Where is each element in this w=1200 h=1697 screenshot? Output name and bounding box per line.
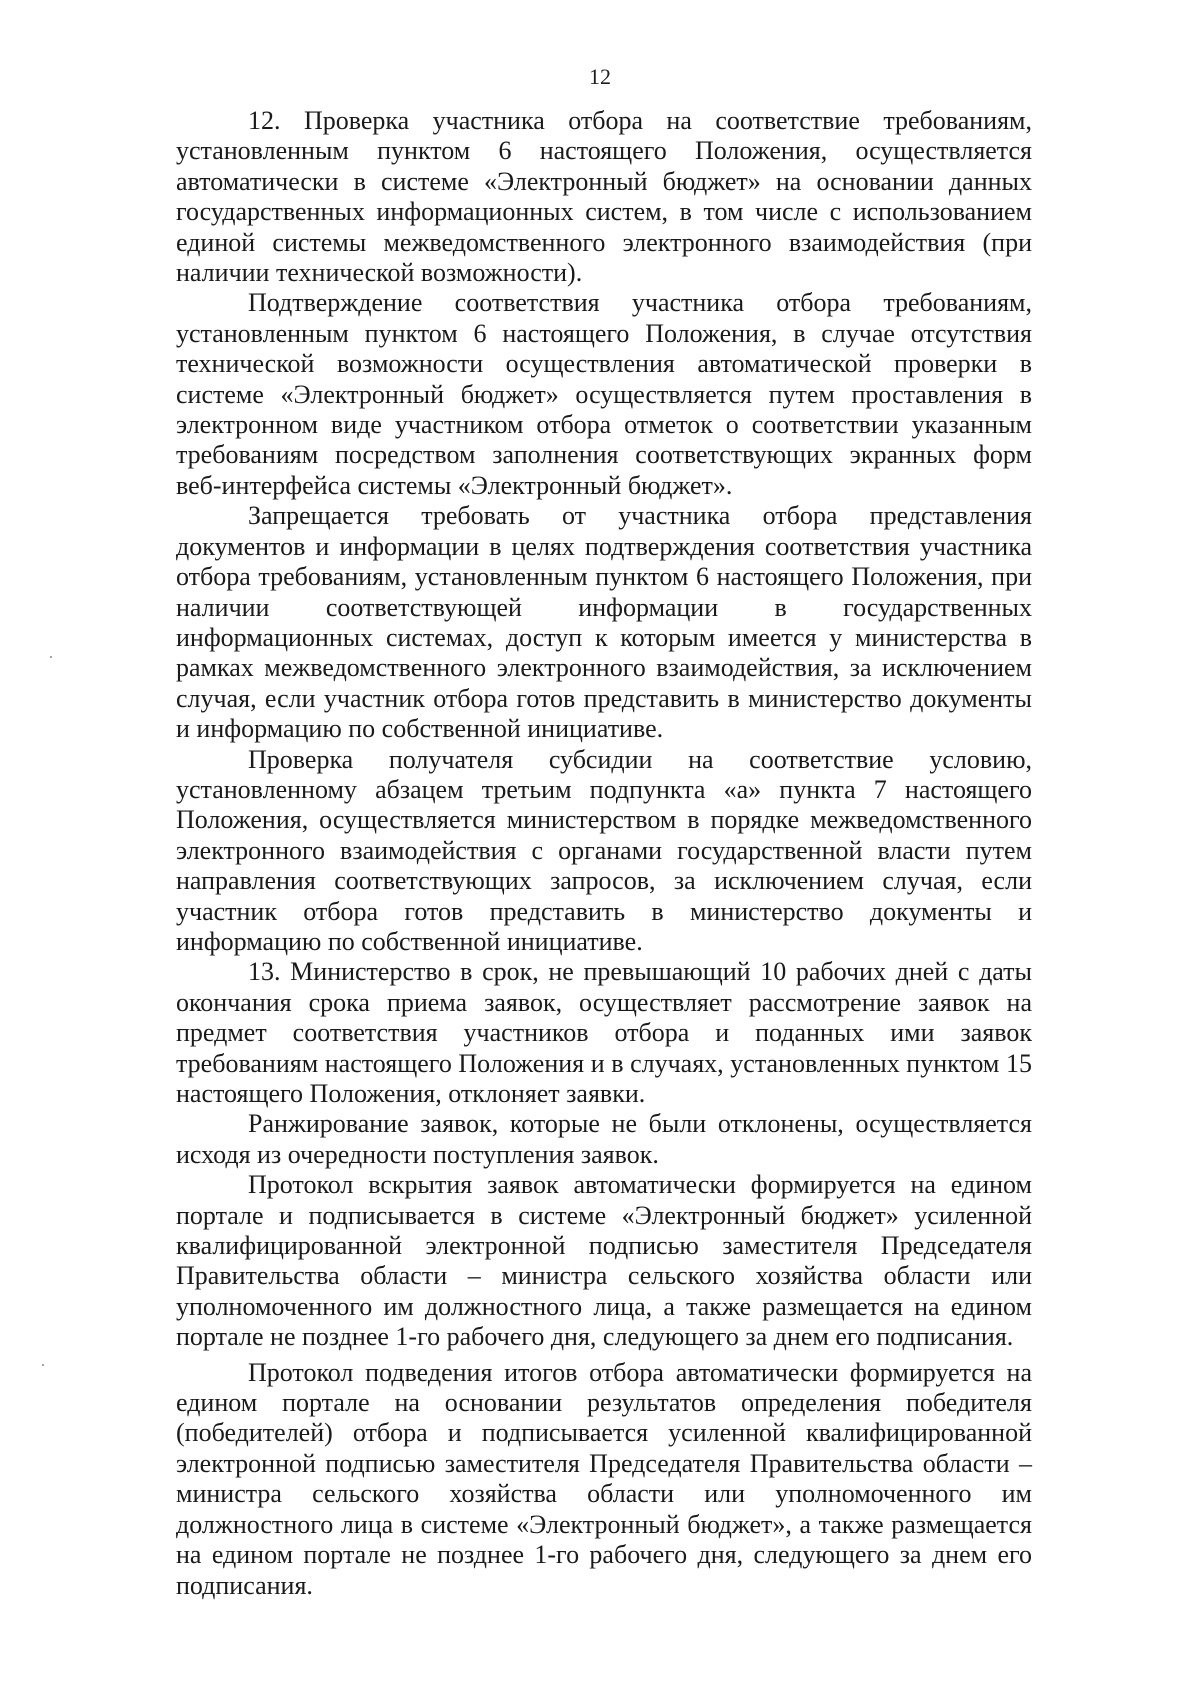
document-body: [176, 106, 1032, 1601]
paragraph-item-12: 12. Проверка участника отбора на соответствие требованиям, установленным пунктом 6 настоящего Положения, осуществляется автоматически в системе «Электронный бюджет» на основании данных государственных информационных систем, в том числе с использованием единой системы межведомственного электронного взаимодействия (при наличии технической возможности).: [176, 106, 1032, 288]
paragraph-prohibition: Запрещается требовать от участника отбора представления документов и информации в целях подтверждения соответствия участника отбора требованиям, установленным пунктом 6 настоящего Положения, при наличии соответствующей информации в государственных информационных системах, доступ к которым имеется у министерства в рамках межведомственного электронного взаимодействия, за исключением случая, если участник отбора готов представить в министерство документы и информацию по собственной инициативе.: [176, 501, 1032, 744]
paragraph-ranking: Ранжирование заявок, которые не были отклонены, осуществляется исходя из очередности поступления заявок.: [176, 1109, 1032, 1169]
scan-speck: [42, 1364, 44, 1366]
paragraph-recipient-check: Проверка получателя субсидии на соответствие условию, установленному абзацем третьим подпункта «а» пункта 7 настоящего Положения, осуществляется министерством в порядке межведомственного электронного взаимодействия с органами государственной власти путем направления соответствующих запросов, за исключением случая, если участник отбора готов представить в министерство документы и информацию по собственной инициативе.: [176, 744, 1032, 956]
paragraph-opening-protocol: Протокол вскрытия заявок автоматически формируется на едином портале и подписывается в системе «Электронный бюджет» усиленной квалифицированной электронной подписью заместителя Председателя Правительства области – министра сельского хозяйства области или уполномоченного им должностного лица, а также размещается на едином портале не позднее 1-го рабочего дня, следующего за днем его подписания.: [176, 1170, 1032, 1352]
paragraph-results-protocol: Протокол подведения итогов отбора автоматически формируется на едином портале на основании результатов определения победителя (победителей) отбора и подписывается усиленной квалифицированной электронной подписью заместителя Председателя Правительства области – министра сельского хозяйства области или уполномоченного им должностного лица в системе «Электронный бюджет», а также размещается на едином портале не позднее 1-го рабочего дня, следующего за днем его подписания.: [176, 1357, 1032, 1600]
scan-speck: [50, 656, 52, 658]
paragraph-item-13: 13. Министерство в срок, не превышающий 10 рабочих дней с даты окончания срока приема заявок, осуществляет рассмотрение заявок на предмет соответствия участников отбора и поданных ими заявок требованиям настоящего Положения и в случаях, установленных пунктом 15 настоящего Положения, отклоняет заявки.: [176, 957, 1032, 1108]
page-number: 12: [589, 64, 611, 89]
paragraph-confirmation: Подтверждение соответствия участника отбора требованиям, установленным пунктом 6 настоящего Положения, в случае отсутствия технической возможности осуществления автоматической проверки в системе «Электронный бюджет» осуществляется путем проставления в электронном виде участником отбора отметок о соответствии указанным требованиям посредством заполнения соответствующих экранных форм веб-интерфейса системы «Электронный бюджет».: [176, 288, 1032, 500]
